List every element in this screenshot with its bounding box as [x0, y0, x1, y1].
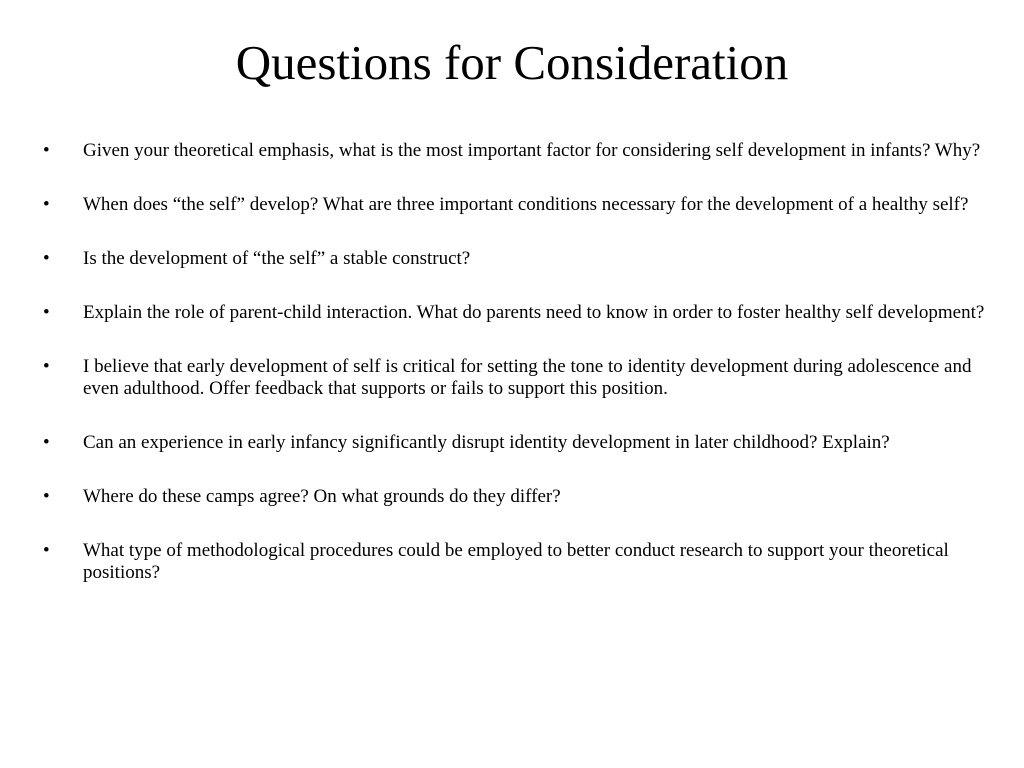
list-item-text: Given your theoretical emphasis, what is the most important factor for considering self development in infants? Why?	[83, 140, 981, 161]
list-item	[40, 194, 990, 216]
list-item	[40, 432, 990, 454]
bullet-icon: •	[43, 356, 50, 377]
list-item-text: Can an experience in early infancy significantly disrupt identity development in later childhood? Explain?	[83, 432, 890, 453]
bullet-icon: •	[43, 248, 50, 269]
list-item-text: Where do these camps agree? On what grounds do they differ?	[83, 486, 561, 507]
list-item	[40, 140, 990, 162]
bullet-icon: •	[43, 486, 50, 507]
list-item-text: When does “the self” develop? What are three important conditions necessary for the development of a healthy self?	[83, 194, 969, 215]
list-item	[40, 302, 990, 324]
list-item	[40, 486, 990, 508]
list-item-text: What type of methodological procedures could be employed to better conduct research to support your theoretical positions?	[83, 540, 949, 583]
bullet-icon: •	[43, 302, 50, 323]
list-item	[40, 540, 990, 584]
bullet-list	[40, 140, 990, 616]
list-item-text: I believe that early development of self is critical for setting the tone to identity development during adolescence and even adulthood. Offer feedback that supports or fails to support this position.	[83, 356, 972, 399]
list-item-text: Is the development of “the self” a stable construct?	[83, 248, 471, 269]
bullet-icon: •	[43, 140, 50, 161]
slide-title: Questions for Consideration	[235, 35, 789, 90]
bullet-icon: •	[43, 540, 50, 561]
list-item	[40, 356, 990, 400]
list-item-text: Explain the role of parent-child interaction. What do parents need to know in order to foster healthy self development?	[83, 302, 985, 323]
bullet-icon: •	[43, 432, 50, 453]
bullet-icon: •	[43, 194, 50, 215]
list-item	[40, 248, 990, 270]
